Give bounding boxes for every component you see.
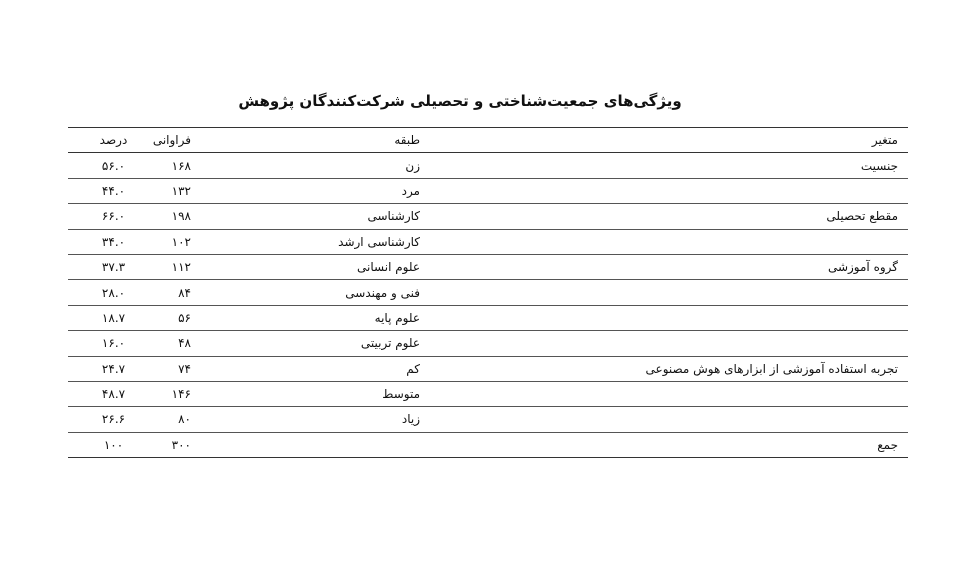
header-frequency [152,128,254,153]
cell-category: کارشناسی ارشد [254,229,420,254]
cell-category: فنی و مهندسی [254,280,420,305]
cell-variable [420,229,908,254]
cell-variable [420,280,908,305]
cell-frequency-value: ۱۳۲ [171,183,191,198]
cell-percent: ۱۶.۰ [68,331,159,356]
cell-variable [420,305,908,330]
table-header-row [68,128,908,153]
cell-variable [420,381,908,406]
table-row [68,407,908,432]
table-row [68,280,908,305]
cell-frequency-value: ۱۴۶ [171,387,191,402]
cell-category: زیاد [254,407,420,432]
table-row [68,381,908,406]
table-row [68,331,908,356]
cell-variable: مقطع تحصیلی [420,204,908,229]
cell-frequency [159,407,254,432]
table-row [68,432,908,457]
cell-percent: ۲۸.۰ [68,280,159,305]
table-row [68,178,908,203]
cell-variable: تجربه استفاده آموزشی از ابزارهای هوش مصنوعی [420,356,908,381]
cell-category: علوم تربیتی [254,331,420,356]
cell-percent: ۳۴.۰ [68,229,159,254]
cell-frequency [159,153,254,178]
cell-variable [420,178,908,203]
cell-frequency [159,254,254,279]
cell-frequency-value: ۵۶ [178,310,191,325]
cell-frequency-value: ۱۱۲ [171,260,191,275]
cell-frequency [159,432,254,457]
table-row [68,229,908,254]
cell-percent: ۶۶.۰ [68,204,159,229]
cell-frequency-value: ۸۴ [178,285,191,300]
cell-frequency [159,356,254,381]
cell-category: زن [254,153,420,178]
cell-category [254,432,420,457]
cell-frequency-value: ۱۹۸ [171,209,191,224]
cell-frequency-value: ۸۰ [178,412,191,427]
header-frequency-label: فراوانی [152,133,191,148]
cell-frequency [159,280,254,305]
header-variable: متغیر [420,128,908,153]
table-row [68,153,908,178]
cell-frequency [159,178,254,203]
table-body [68,153,908,458]
table-row [68,356,908,381]
cell-variable [420,407,908,432]
cell-frequency-value: ۴۸ [178,336,191,351]
table-title: ویژگی‌های جمعیت‌شناختی و تحصیلی شرکت‌کنندگان پژوهش [238,92,682,110]
header-percent: درصد [68,128,159,153]
cell-percent: ۲۶.۶ [68,407,159,432]
cell-variable: جمع [420,432,908,457]
cell-category: کارشناسی [254,204,420,229]
cell-category: کم [254,356,420,381]
cell-frequency [159,381,254,406]
cell-percent: ۴۸.۷ [68,381,159,406]
cell-frequency-value: ۷۴ [178,361,191,376]
table-row [68,204,908,229]
cell-percent: ۳۷.۳ [68,254,159,279]
demographics-table [68,127,908,458]
cell-category: مرد [254,178,420,203]
cell-variable [420,331,908,356]
cell-category: علوم پایه [254,305,420,330]
cell-category: علوم انسانی [254,254,420,279]
cell-frequency-value: ۱۶۸ [171,158,191,173]
table-row [68,254,908,279]
cell-frequency [159,305,254,330]
cell-percent: ۲۴.۷ [68,356,159,381]
cell-frequency-value: ۳۰۰ [171,437,191,452]
cell-category: متوسط [254,381,420,406]
cell-frequency-value: ۱۰۲ [171,234,191,249]
cell-frequency [159,331,254,356]
cell-frequency [159,229,254,254]
header-category: طبقه [254,128,420,153]
cell-percent: ۵۶.۰ [68,153,159,178]
cell-frequency [159,204,254,229]
cell-variable: جنسیت [420,153,908,178]
cell-variable: گروه آموزشی [420,254,908,279]
table-row [68,305,908,330]
cell-percent: ۱۰۰ [68,432,159,457]
cell-percent: ۴۴.۰ [68,178,159,203]
cell-percent: ۱۸.۷ [68,305,159,330]
